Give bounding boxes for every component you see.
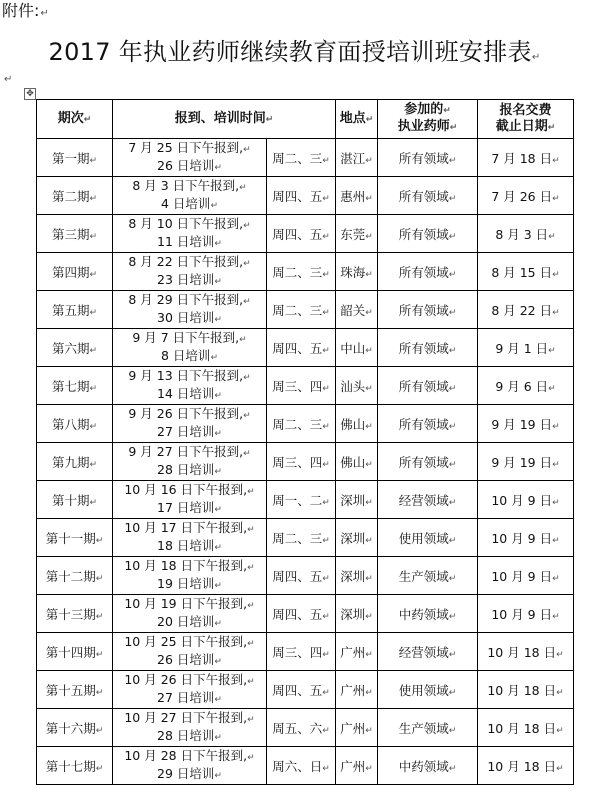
header-period: 期次↵	[37, 100, 113, 139]
cell-deadline: 9 月 1 日↵	[478, 329, 574, 367]
paragraph-mark-icon: ↵	[531, 52, 541, 63]
document-title	[0, 38, 589, 72]
cell-deadline: 9 月 19 日↵	[478, 405, 574, 443]
cell-time: 9 月 27 日下午报到,↵ 28 日培训↵	[113, 443, 267, 481]
cell-field: 生产领域↵	[378, 709, 478, 747]
cell-period: 第十期↵	[37, 481, 113, 519]
cell-period: 第十五期↵	[37, 671, 113, 709]
table-move-handle-icon[interactable]: ✥	[24, 88, 36, 100]
cell-deadline: 10 月 9 日↵	[478, 595, 574, 633]
cell-weekday: 周五、六↵	[267, 709, 336, 747]
cell-location: 广州↵	[336, 633, 378, 671]
cell-deadline: 8 月 3 日↵	[478, 215, 574, 253]
cell-field: 所有领域↵	[378, 405, 478, 443]
cell-weekday: 周六、日↵	[267, 747, 336, 785]
cell-period: 第三期↵	[37, 215, 113, 253]
cell-period: 第八期↵	[37, 405, 113, 443]
cell-time: 10 月 25 日下午报到,↵ 26 日培训↵	[113, 633, 267, 671]
cell-period: 第四期↵	[37, 253, 113, 291]
attachment-label	[2, 1, 49, 24]
cell-location: 深圳↵	[336, 595, 378, 633]
cell-time: 7 月 25 日下午报到,↵ 26 日培训↵	[113, 139, 267, 177]
cell-period: 第六期↵	[37, 329, 113, 367]
cell-location: 深圳↵	[336, 519, 378, 557]
cell-deadline: 10 月 9 日↵	[478, 519, 574, 557]
cell-field: 所有领域↵	[378, 139, 478, 177]
cell-deadline: 10 月 18 日↵	[478, 709, 574, 747]
table-row	[37, 633, 574, 671]
cell-weekday: 周三、四↵	[267, 443, 336, 481]
table-row	[37, 329, 574, 367]
cell-deadline: 9 月 6 日↵	[478, 367, 574, 405]
cell-field: 所有领域↵	[378, 253, 478, 291]
cell-time: 10 月 19 日下午报到,↵ 20 日培训↵	[113, 595, 267, 633]
cell-deadline: 10 月 18 日↵	[478, 633, 574, 671]
table-row	[37, 253, 574, 291]
cell-period: 第九期↵	[37, 443, 113, 481]
cell-deadline: 8 月 15 日↵	[478, 253, 574, 291]
header-location: 地点↵	[336, 100, 378, 139]
cell-field: 生产领域↵	[378, 557, 478, 595]
table-row	[37, 481, 574, 519]
cell-field: 所有领域↵	[378, 177, 478, 215]
table-row	[37, 443, 574, 481]
cell-period: 第十一期↵	[37, 519, 113, 557]
cell-deadline: 10 月 9 日↵	[478, 557, 574, 595]
table-row	[37, 519, 574, 557]
cell-weekday: 周三、四↵	[267, 367, 336, 405]
cell-period: 第十六期↵	[37, 709, 113, 747]
cell-field: 中药领域↵	[378, 747, 478, 785]
cell-weekday: 周四、五↵	[267, 557, 336, 595]
cell-location: 汕头↵	[336, 367, 378, 405]
cell-field: 所有领域↵	[378, 215, 478, 253]
cell-weekday: 周二、三↵	[267, 405, 336, 443]
cell-location: 中山↵	[336, 329, 378, 367]
attachment-text: 附件:	[2, 1, 40, 20]
cell-time: 8 月 3 日下午报到,↵ 4 日培训↵	[113, 177, 267, 215]
cell-weekday: 周一、二↵	[267, 481, 336, 519]
cell-weekday: 周二、三↵	[267, 139, 336, 177]
cell-location: 广州↵	[336, 671, 378, 709]
cell-field: 经营领域↵	[378, 481, 478, 519]
cell-period: 第十三期↵	[37, 595, 113, 633]
cell-time: 9 月 26 日下午报到,↵ 27 日培训↵	[113, 405, 267, 443]
cell-time: 10 月 27 日下午报到,↵ 28 日培训↵	[113, 709, 267, 747]
cell-field: 所有领域↵	[378, 291, 478, 329]
cell-weekday: 周二、三↵	[267, 291, 336, 329]
cell-field: 使用领域↵	[378, 671, 478, 709]
cell-time: 8 月 29 日下午报到,↵ 30 日培训↵	[113, 291, 267, 329]
table-row	[37, 367, 574, 405]
cell-time: 8 月 22 日下午报到,↵ 23 日培训↵	[113, 253, 267, 291]
table-row	[37, 215, 574, 253]
header-field: 参加的↵ 执业药师↵	[378, 100, 478, 139]
cell-location: 广州↵	[336, 709, 378, 747]
title-text: 2017 年执业药师继续教育面授培训班安排表	[48, 38, 532, 66]
cell-deadline: 8 月 22 日↵	[478, 291, 574, 329]
cell-period: 第十二期↵	[37, 557, 113, 595]
cell-location: 东莞↵	[336, 215, 378, 253]
cell-period: 第二期↵	[37, 177, 113, 215]
table-row	[37, 709, 574, 747]
cell-weekday: 周四、五↵	[267, 177, 336, 215]
cell-location: 珠海↵	[336, 253, 378, 291]
table-row	[37, 291, 574, 329]
cell-time: 10 月 26 日下午报到,↵ 27 日培训↵	[113, 671, 267, 709]
cell-location: 广州↵	[336, 747, 378, 785]
cell-period: 第七期↵	[37, 367, 113, 405]
cell-location: 深圳↵	[336, 557, 378, 595]
cell-location: 湛江↵	[336, 139, 378, 177]
cell-field: 使用领域↵	[378, 519, 478, 557]
header-deadline: 报名交费 截止日期↵	[478, 100, 574, 139]
table-row	[37, 595, 574, 633]
table-row	[37, 557, 574, 595]
cell-deadline: 10 月 18 日↵	[478, 747, 574, 785]
table-row	[37, 671, 574, 709]
cell-field: 所有领域↵	[378, 329, 478, 367]
cell-time: 9 月 13 日下午报到,↵ 14 日培训↵	[113, 367, 267, 405]
cell-time: 10 月 17 日下午报到,↵ 18 日培训↵	[113, 519, 267, 557]
cell-weekday: 周三、四↵	[267, 633, 336, 671]
table-row	[37, 405, 574, 443]
paragraph-mark-icon: ↵	[4, 74, 13, 85]
cell-location: 韶关↵	[336, 291, 378, 329]
cell-field: 所有领域↵	[378, 367, 478, 405]
cell-period: 第五期↵	[37, 291, 113, 329]
table-row	[37, 139, 574, 177]
paragraph-mark-icon: ↵	[40, 8, 49, 19]
table-row	[37, 747, 574, 785]
cell-time: 9 月 7 日下午报到,↵ 8 日培训↵	[113, 329, 267, 367]
cell-location: 佛山↵	[336, 405, 378, 443]
cell-location: 深圳↵	[336, 481, 378, 519]
cell-time: 10 月 16 日下午报到,↵ 17 日培训↵	[113, 481, 267, 519]
cell-period: 第十四期↵	[37, 633, 113, 671]
cell-location: 佛山↵	[336, 443, 378, 481]
table-header-row	[37, 100, 574, 139]
cell-weekday: 周四、五↵	[267, 329, 336, 367]
cell-weekday: 周四、五↵	[267, 595, 336, 633]
cell-weekday: 周四、五↵	[267, 215, 336, 253]
cell-deadline: 7 月 18 日↵	[478, 139, 574, 177]
cell-time: 8 月 10 日下午报到,↵ 11 日培训↵	[113, 215, 267, 253]
cell-period: 第十七期↵	[37, 747, 113, 785]
cell-time: 10 月 18 日下午报到,↵ 19 日培训↵	[113, 557, 267, 595]
cell-location: 惠州↵	[336, 177, 378, 215]
header-time: 报到、培训时间↵	[113, 100, 336, 139]
cell-deadline: 9 月 19 日↵	[478, 443, 574, 481]
cell-deadline: 7 月 26 日↵	[478, 177, 574, 215]
cell-weekday: 周四、五↵	[267, 671, 336, 709]
cell-field: 所有领域↵	[378, 443, 478, 481]
cell-weekday: 周二、三↵	[267, 253, 336, 291]
cell-field: 经营领域↵	[378, 633, 478, 671]
cell-deadline: 10 月 9 日↵	[478, 481, 574, 519]
cell-deadline: 10 月 18 日↵	[478, 671, 574, 709]
schedule-table	[36, 99, 574, 785]
cell-field: 中药领域↵	[378, 595, 478, 633]
cell-period: 第一期↵	[37, 139, 113, 177]
cell-time: 10 月 28 日下午报到,↵ 29 日培训↵	[113, 747, 267, 785]
cell-weekday: 周二、三↵	[267, 519, 336, 557]
table-row	[37, 177, 574, 215]
